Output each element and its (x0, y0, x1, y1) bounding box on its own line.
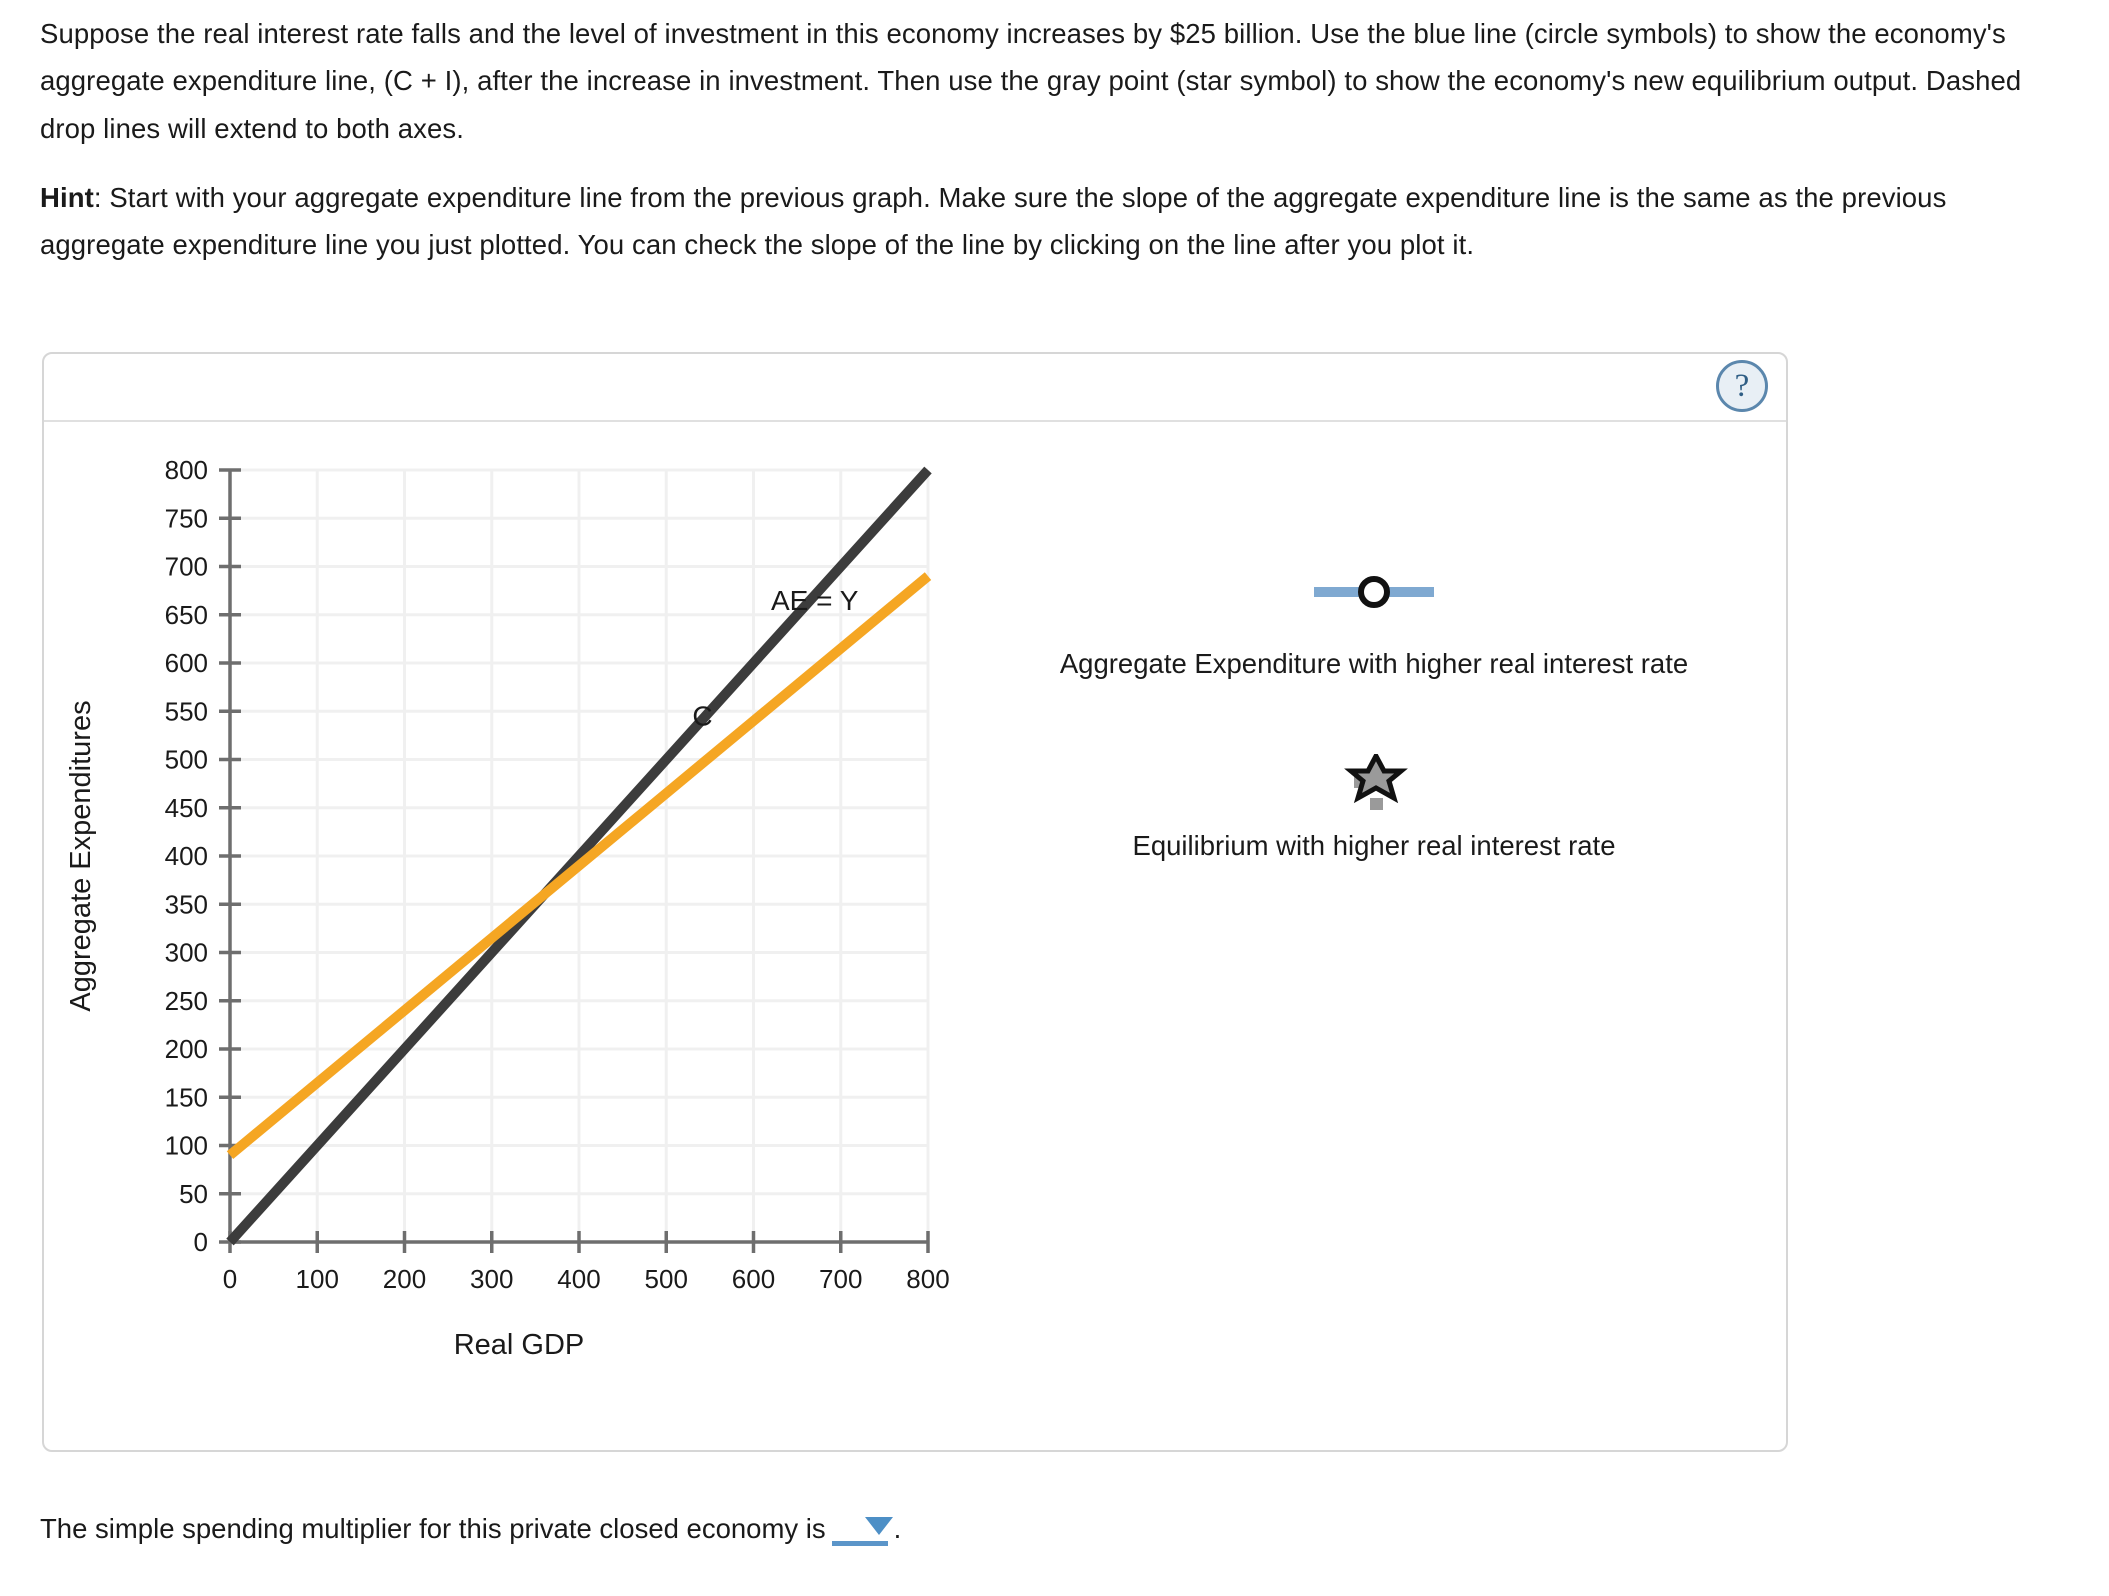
chart-container[interactable] (44, 422, 984, 1452)
y-tick-label: 500 (164, 744, 208, 775)
y-tick-label: 750 (164, 503, 208, 534)
legend-symbol-gray-star (974, 754, 1774, 814)
legend-label-aggregate-expenditure: Aggregate Expenditure with higher real interest rate (1059, 648, 1689, 679)
hint-label: Hint (40, 181, 94, 213)
x-tick-label: 100 (295, 1264, 339, 1294)
y-axis-label: Aggregate Expenditures (65, 700, 97, 1012)
help-icon[interactable]: ? (1716, 360, 1768, 412)
multiplier-dropdown[interactable] (832, 1512, 888, 1546)
x-tick-label: 700 (819, 1264, 863, 1294)
x-tick-label: 300 (470, 1264, 514, 1294)
legend-entry-aggregate-expenditure[interactable] (974, 572, 1774, 680)
y-tick-label: 800 (164, 455, 208, 485)
y-tick-label: 100 (164, 1130, 208, 1161)
y-tick-label: 400 (164, 841, 208, 871)
prompt-hint-paragraph (40, 174, 2070, 269)
multiplier-question-text: The simple spending multiplier for this private closed economy is (40, 1513, 826, 1544)
y-tick-label: 0 (193, 1227, 208, 1257)
graph-panel (42, 352, 1788, 1452)
x-axis-label: Real GDP (453, 1329, 585, 1361)
x-tick-label: 400 (557, 1264, 601, 1294)
hint-separator: : (93, 181, 110, 213)
y-tick-label: 350 (164, 889, 208, 920)
hint-text: Start with your aggregate expenditure line from the previous graph. Make sure the slope of the aggregate expenditure line is the same as the previous aggregate expenditure line you just plotted. You can check the slope of the line by clicking on the line after you plot it. (40, 181, 1947, 261)
prompt-block (40, 10, 2070, 290)
y-tick-label: 550 (164, 696, 208, 727)
x-tick-label: 800 (906, 1264, 950, 1294)
y-tick-label: 600 (164, 648, 208, 678)
aggregate-expenditure-chart[interactable] (44, 422, 984, 1452)
y-tick-label: 300 (164, 937, 208, 968)
chevron-down-icon (862, 1512, 896, 1538)
y-tick-label: 450 (164, 792, 208, 823)
chart-legend (974, 572, 1774, 936)
legend-symbol-blue-line-circle (974, 572, 1774, 632)
panel-header (44, 354, 1786, 422)
y-tick-label: 250 (164, 985, 208, 1016)
multiplier-question (40, 1512, 901, 1546)
gray-star-icon (1314, 754, 1434, 810)
prompt-paragraph-1: Suppose the real interest rate falls and the level of investment in this economy increases by $25 billion. Use the blue line (circle symbols) to show the economy's aggregate expenditure line, (C + I), after the increase in investment. Then use the gray point (star symbol) to show the economy's new equilibrium output. Dashed drop lines will extend to both axes. (40, 18, 2022, 144)
y-tick-label: 150 (164, 1082, 208, 1113)
y-tick-label: 650 (164, 599, 208, 630)
panel-body (44, 422, 1786, 1450)
multiplier-question-period: . (893, 1513, 902, 1544)
legend-label-equilibrium: Equilibrium with higher real interest rate (1132, 830, 1616, 861)
x-tick-label: 500 (644, 1264, 688, 1294)
y-tick-label: 200 (164, 1034, 208, 1064)
annotation-ae-equals-y: AE = Y (770, 584, 859, 616)
y-tick-label: 700 (164, 551, 208, 582)
x-tick-label: 0 (222, 1264, 238, 1294)
x-tick-label: 600 (731, 1264, 776, 1294)
annotation-c: C (692, 700, 713, 732)
legend-entry-equilibrium[interactable] (974, 754, 1774, 862)
y-tick-label: 50 (179, 1178, 208, 1209)
x-tick-label: 200 (382, 1264, 427, 1294)
blue-line-circle-icon (1314, 572, 1434, 612)
